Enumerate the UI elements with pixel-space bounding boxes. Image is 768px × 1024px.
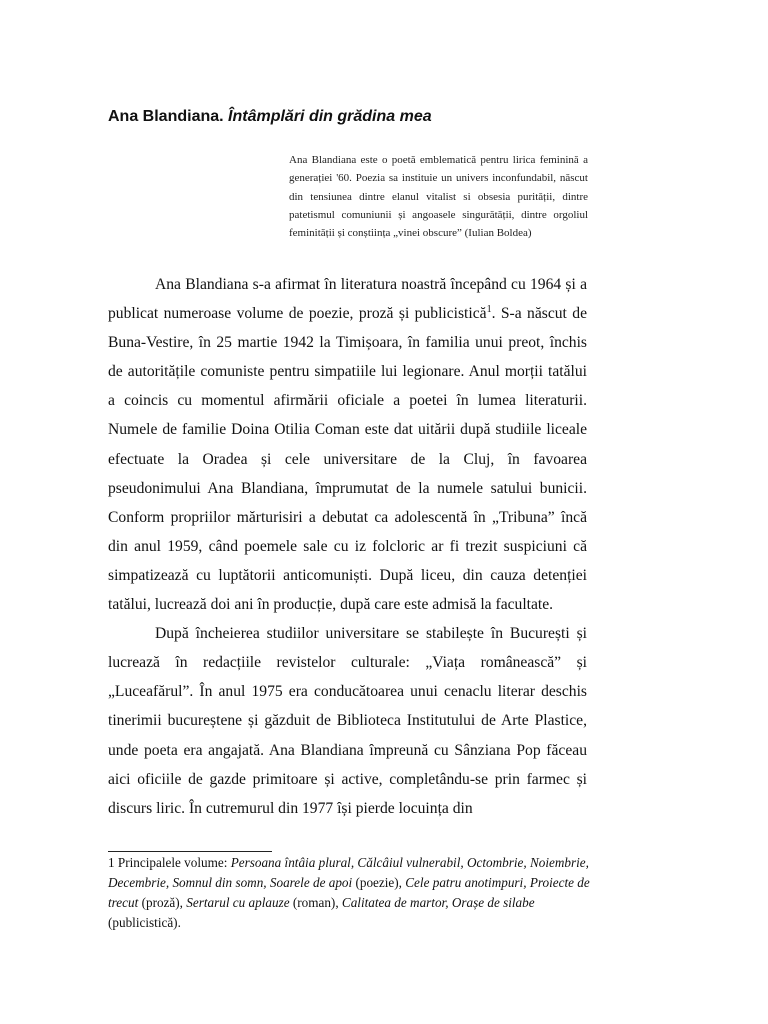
- footnote: [108, 853, 590, 933]
- footnote-separator: [108, 851, 272, 852]
- footnote-prose-titles: Cele patru anotimpuri, Proiecte de trecut: [108, 875, 590, 910]
- footnote-essay-titles: Calitatea de martor, Orașe de silabe: [341, 895, 535, 910]
- article-title: [108, 108, 432, 126]
- footnote-reference: 1: [486, 304, 492, 316]
- epigraph-quote: Ana Blandiana este o poetă emblematică pentru lirica feminină a generației '60. Poezia sa instituie un univers inconfundabil, născut din tensiunea dintre elanul vitalist si obsesia purității, dintre patetismul comuniunii și angoasele singurătății, dintre orgoliul feminității și conștiința „vinei obscure” (Iulian Boldea): [289, 154, 588, 240]
- paragraph-text: Ana Blandiana s-a afirmat în literatura noastră începând cu 1964 și a publicat numeroase volume de poezie, proză și publicistică: [108, 276, 587, 323]
- footnote-genre: (publicistică).: [108, 915, 181, 930]
- footnote-genre: (roman),: [289, 895, 342, 910]
- paragraph: [108, 270, 587, 619]
- title-work: Întâmplări din grădina mea: [228, 108, 432, 125]
- footnote-poetry-titles: Persoana întâia plural, Călcâiul vulnerabil, Octombrie, Noiembrie, Decembrie, Somnul din somn, Soarele de apoi: [108, 855, 589, 890]
- footnote-genre: (proză),: [138, 895, 187, 910]
- body-text: [108, 270, 587, 823]
- footnote-genre: (poezie),: [352, 875, 406, 890]
- paragraph: După încheierea studiilor universitare se stabilește în București și lucrează în redacțiile revistelor culturale: „Viața românească” și „Luceafărul”. În anul 1975 era conducătoarea unui cenaclu literar deschis tinerimii bucureștene și găzduit de Biblioteca Institutului de Arte Plastice, unde poeta era angajată. Ana Blandiana împreună cu Sânziana Pop făceau aici oficiile de gazde primitoare și active, completându-se prin farmec și discurs liric. În cutremurul din 1977 își pierde locuința din: [108, 625, 587, 817]
- title-author: Ana Blandiana.: [108, 108, 224, 125]
- paragraph-text: . S-a născut de Buna-Vestire, în 25 martie 1942 la Timișoara, în familia unui preot, închis de autoritățile comuniste pentru simpatiile lui legionare. Anul morții tatălui a coincis cu momentul afirmării oficiale a poetei în lumea literaturii. Numele de familie Doina Otilia Coman este dat uitării după studiile liceale efectuate la Oradea și cele universitare de la Cluj, în favoarea pseudonimului Ana Blandiana, împrumutat de la numele satului bunicii. Conform propriilor mărturisiri a debutat ca adolescentă în „Tribuna” încă din anul 1959, când poemele sale cu iz folcloric ar fi trezit suspiciuni că simpatizează cu luptătorii anticomuniști. După liceu, din cauza detenției tatălui, lucrează doi ani în producție, după care este admisă la facultate.: [108, 305, 587, 614]
- footnote-novel-titles: Sertarul cu aplauze: [186, 895, 290, 910]
- footnote-label: 1 Principalele volume:: [108, 855, 231, 870]
